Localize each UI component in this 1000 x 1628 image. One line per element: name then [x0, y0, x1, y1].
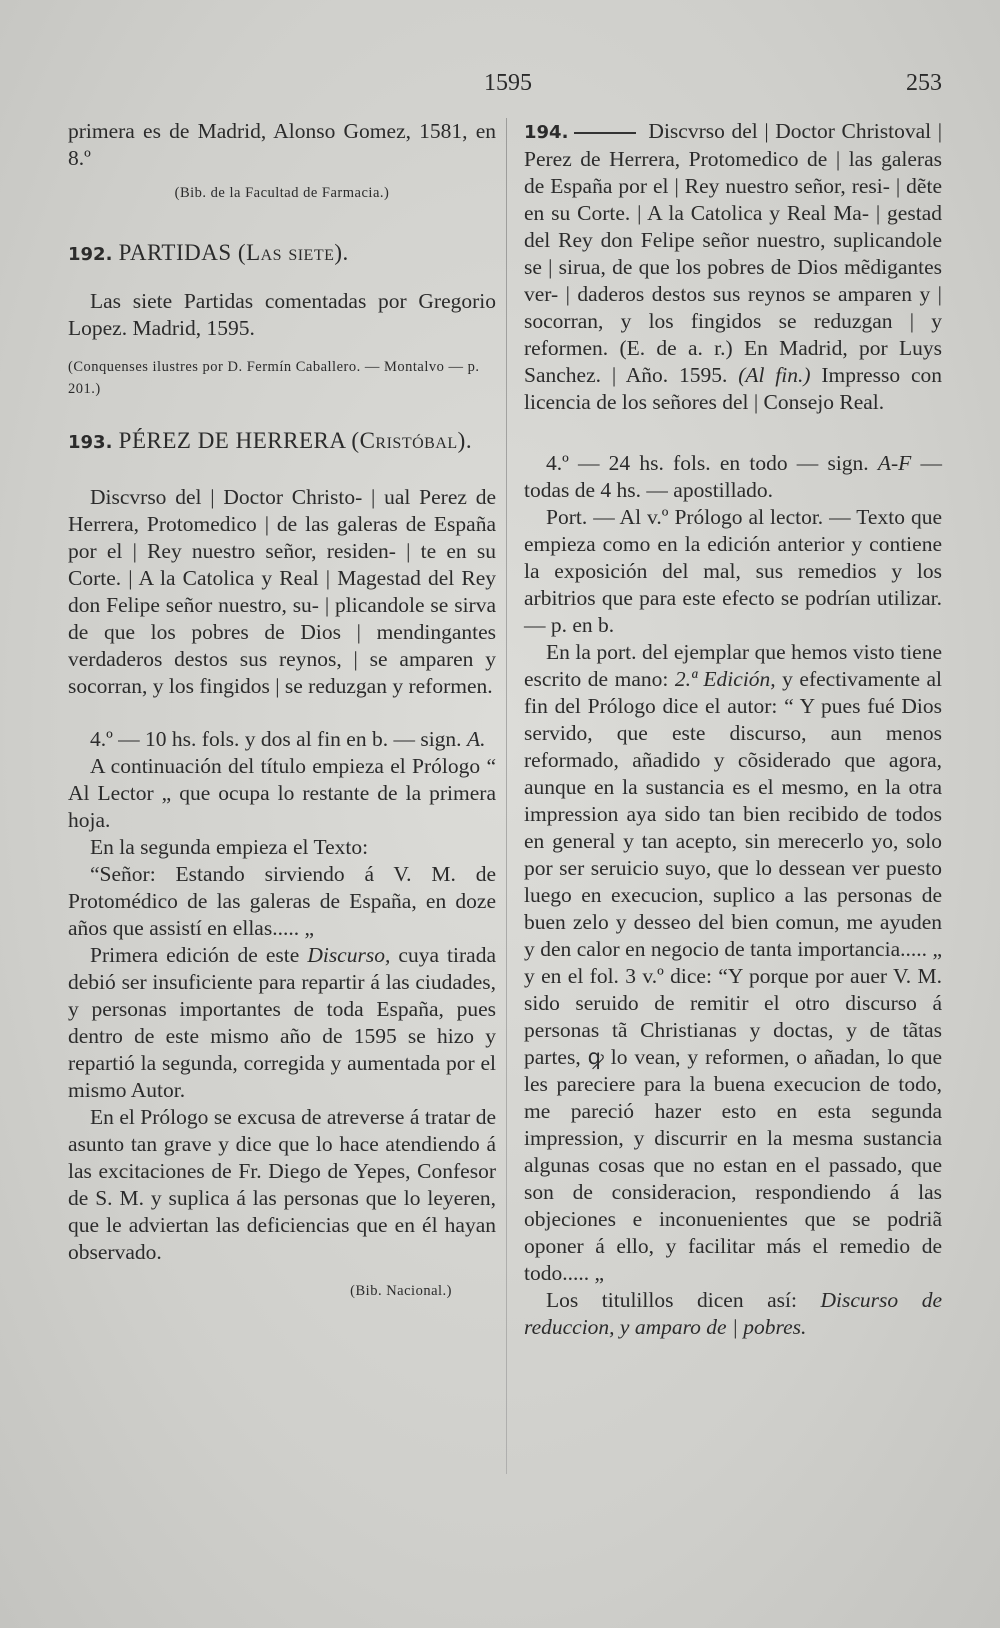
- entry-193-quote: “Señor: Estando sirviendo á V. M. de Protomédico de las galeras de España, en doze años que assistí en ellas..... „: [68, 862, 496, 940]
- entry-193-note-text: En la segunda empieza el Texto:: [90, 835, 369, 859]
- entry-192-number: 192.: [68, 244, 113, 265]
- entry-193-source: (Bib. Nacional.): [350, 1283, 452, 1299]
- entry-192-heading: 192. PARTIDAS (Las siete).: [68, 240, 349, 265]
- continued-entry-text: primera es de Madrid, Alonso Gomez, 1581, en 8.º: [68, 119, 496, 170]
- entry-193-note-excuse: En el Prólogo se excusa de atreverse á tratar de asunto tan grave y dice que lo hace atendiendo á las excitaciones de Fr. Diego de Yepes, Confesor de S. M. y suplica á las personas que lo leyeren, que le adviertan las deficiencias que en él hayan observado.: [68, 1105, 496, 1264]
- entry-194-note-titulillos: Los titulillos dicen así: Discurso de reduccion, y amparo de | pobres.: [524, 1288, 942, 1339]
- entry-193-collation: 4.º — 10 hs. fols. y dos al fin en b. — sign. A.: [90, 727, 486, 751]
- entry-194-note-edition: En la port. del ejemplar que hemos visto tiene escrito de mano: 2.ª Edición, y efectivamente al fin del Prólogo dice el autor: “ Y pues fué Dios servido, que este discurso, aun menos reformado, añadido y cõsiderado que agora, aunque en la sustancia es el mesmo, en la otra impression aya sido tan bien recibido de todos en general y tan acepto, sin merecerlo yo, solo por ser seruicio suyo, que lo dessean ver puesto luego en execucion, suplico a las personas de buen zelo y desseo del bien comun, me ayuden y den calor en negocio de tanta importancia..... „ y en el fol. 3 v.º dice: “Y porque por auer V. M. sido seruido de remitir el otro discurso á personas tã Christianas y doctas, y de tãtas partes, ꝙ lo vean, y reformen, o añadan, lo que les pareciere para la buena execucion de todo, me pareció hazer esto en esta segunda impression, y discurrir en la mesma sustancia algunas cosas que no estan en el passado, que son de consideracion, respondiendo á las objeciones e inconuenientes que se podriã oponer á ello, y facilitar más el remedio de todo..... „: [524, 640, 943, 1285]
- entry-192-text: Las siete Partidas comentadas por Gregorio Lopez. Madrid, 1595.: [68, 289, 496, 340]
- entry-193-number: 193.: [68, 432, 113, 453]
- entry-193-heading: 193. PÉREZ DE HERRERA (Cristóbal).: [68, 428, 473, 453]
- entry-194-note-port: Port. — Al v.º Prólogo al lector. — Texto que empieza como en la edición anterior y contiene la exposición del mal, sus remedios y los arbitrios que para este efecto se podrían utilizar. — p. en b.: [524, 505, 942, 637]
- entry-192-source: (Conquenses ilustres por D. Fermín Caballero. — Montalvo — p. 201.): [68, 359, 480, 397]
- entry-194-number: 194.: [524, 122, 569, 143]
- running-header-year: 1595: [484, 70, 532, 96]
- entry-193-note-edition: Primera edición de este Discurso, cuya tirada debió ser insuficiente para repartir á las ciudades, y personas importantes de toda España, pues dentro de este mismo año de 1595 se hizo y repartió la segunda, corregida y aumentada por el mismo Autor.: [68, 943, 496, 1102]
- entry-194-dash: [574, 132, 636, 134]
- page-number: 253: [906, 70, 942, 96]
- column-divider: [506, 118, 507, 1474]
- entry-194-collation: 4.º — 24 hs. fols. en todo — sign. A-F — todas de 4 hs. — apostillado.: [524, 451, 943, 502]
- entry-193-note-prologue: A continuación del título empieza el Prólogo “ Al Lector „ que ocupa lo restante de la primera hoja.: [68, 754, 496, 832]
- right-column: [524, 118, 942, 1341]
- entry-193-description: Discvrso del | Doctor Christo- | ual Perez de Herrera, Protomedico | de las galeras de España por el | Rey nuestro señor, residen- | te en su Corte. | A la Catolica y Real | Magestad del Rey don Felipe señor nuestro, su- | plicandole se sirva de que los pobres de Dios | mendingantes verdaderos destos sus reynos, | se amparen y socorran, y los fingidos | se reduzgan y reformen.: [68, 485, 496, 698]
- entry-194-description: 194. Discvrso del | Doctor Christoval | Perez de Herrera, Protomedico de | las galeras de España por el | Rey nuestro señor, resi- | dẽte en su Corte. | A la Catolica y Real Ma- | gestad del Rey don Felipe señor nuestro, suplicandole se | sirua, de que los pobres de Dios mẽdigantes ver- | daderos destos sus reynos se amparen y | socorran, y los fingidos se reduzgan | y reformen. (E. de a. r.) En Madrid, por Luys Sanchez. | Año. 1595. (Al fin.) Impresso con licencia de los señores del | Consejo Real.: [524, 119, 943, 414]
- continued-entry-source: (Bib. de la Facultad de Farmacia.): [174, 185, 390, 201]
- left-column: [68, 118, 496, 1302]
